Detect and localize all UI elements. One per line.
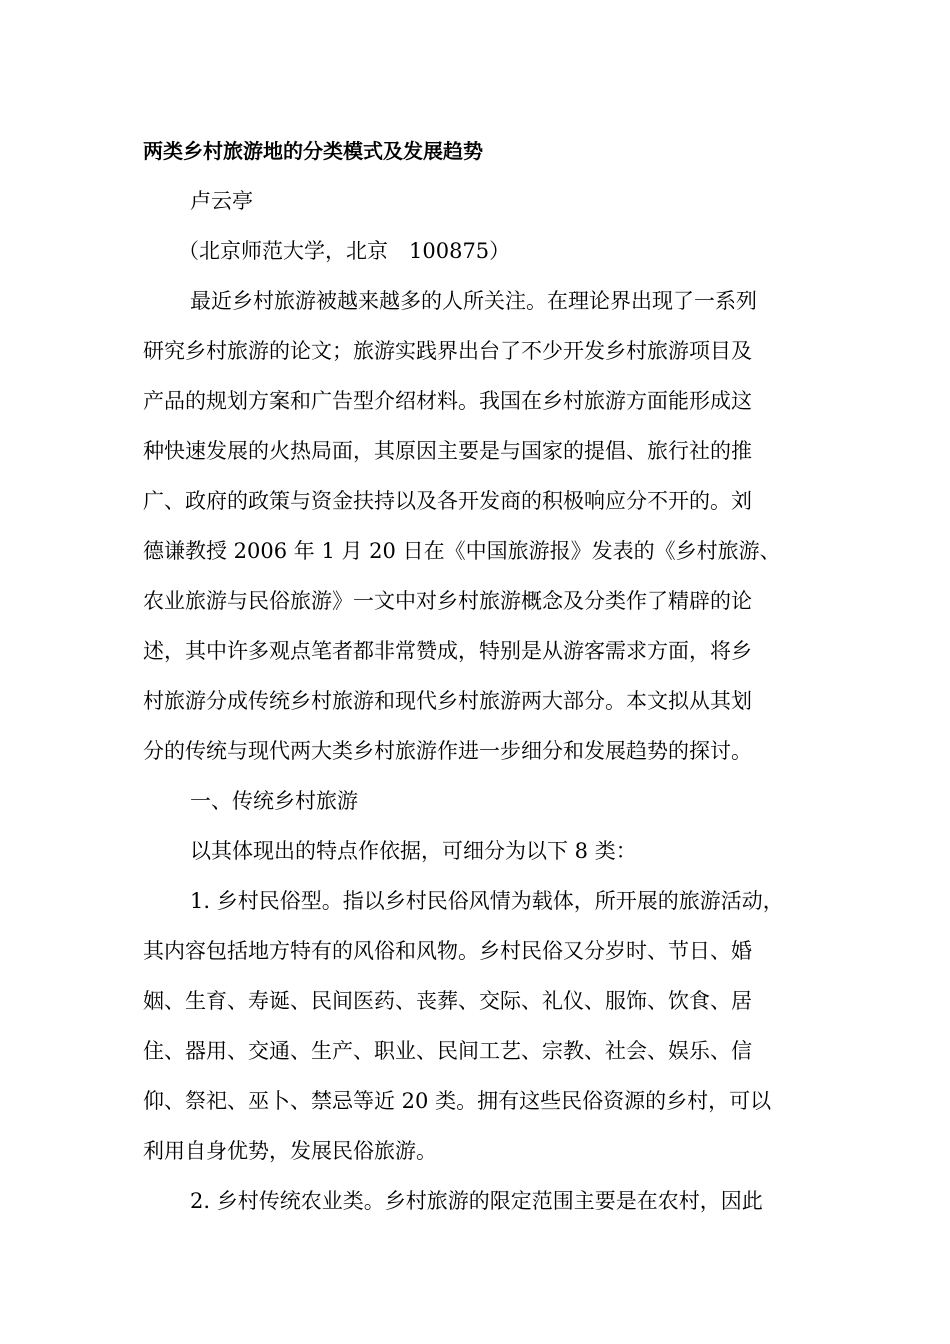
section-heading-1: 一、传统乡村旅游	[190, 789, 358, 813]
paragraph-2-line-4: 住、器用、交通、生产、职业、民间工艺、宗教、社会、娱乐、信	[143, 1039, 752, 1063]
paragraph-3-line-1: 2. 乡村传统农业类。乡村旅游的限定范围主要是在农村，因此	[190, 1189, 763, 1213]
paragraph-1-line-5: 广、政府的政策与资金扶持以及各开发商的积极响应分不开的。刘	[143, 489, 752, 513]
author-affiliation: （北京师范大学，北京 100875）	[178, 239, 511, 263]
paragraph-1-line-6: 德谦教授 2006 年 1 月 20 日在《中国旅游报》发表的《乡村旅游、	[143, 539, 781, 563]
paragraph-1-line-8: 述，其中许多观点笔者都非常赞成，特别是从游客需求方面，将乡	[143, 639, 752, 663]
author-name: 卢云亭	[190, 189, 253, 213]
paragraph-2-line-5: 仰、祭祀、巫卜、禁忌等近 20 类。拥有这些民俗资源的乡村，可以	[143, 1089, 772, 1113]
paragraph-1-line-10: 分的传统与现代两大类乡村旅游作进一步细分和发展趋势的探讨。	[143, 739, 752, 763]
paragraph-1-line-1: 最近乡村旅游被越来越多的人所关注。在理论界出现了一系列	[190, 289, 757, 313]
section-intro: 以其体现出的特点作依据，可细分为以下 8 类：	[190, 839, 637, 863]
paragraph-1-line-9: 村旅游分成传统乡村旅游和现代乡村旅游两大部分。本文拟从其划	[143, 689, 752, 713]
paragraph-1-line-7: 农业旅游与民俗旅游》一文中对乡村旅游概念及分类作了精辟的论	[143, 589, 752, 613]
paragraph-1-line-2: 研究乡村旅游的论文；旅游实践界出台了不少开发乡村旅游项目及	[143, 339, 752, 363]
document-title: 两类乡村旅游地的分类模式及发展趋势	[143, 139, 483, 163]
paragraph-2-line-2: 其内容包括地方特有的风俗和风物。乡村民俗又分岁时、节日、婚	[143, 939, 752, 963]
paragraph-1-line-4: 种快速发展的火热局面，其原因主要是与国家的提倡、旅行社的推	[143, 439, 752, 463]
paragraph-1-line-3: 产品的规划方案和广告型介绍材料。我国在乡村旅游方面能形成这	[143, 389, 752, 413]
paragraph-2-line-3: 姻、生育、寿诞、民间医药、丧葬、交际、礼仪、服饰、饮食、居	[143, 989, 752, 1013]
paragraph-2-line-6: 利用自身优势，发展民俗旅游。	[143, 1139, 437, 1163]
paragraph-2-line-1: 1. 乡村民俗型。指以乡村民俗风情为载体，所开展的旅游活动，	[190, 889, 784, 913]
